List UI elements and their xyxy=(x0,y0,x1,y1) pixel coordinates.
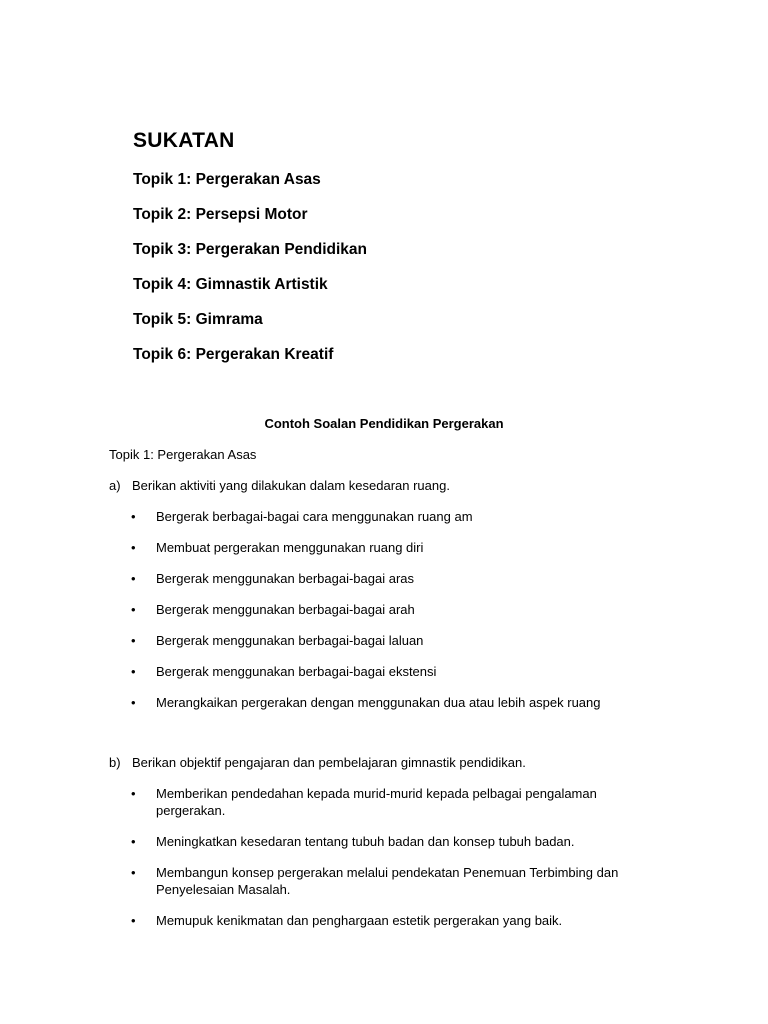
list-item-text: Bergerak menggunakan berbagai-bagai laluan xyxy=(156,633,424,648)
section-topic-heading: Topik 1: Pergerakan Asas xyxy=(109,447,257,462)
list-item-text: Meningkatkan kesedaran tentang tubuh badan dan konsep tubuh badan. xyxy=(156,834,575,849)
list-item xyxy=(131,833,636,850)
list-item-text: Bergerak berbagai-bagai cara menggunakan ruang am xyxy=(156,509,473,524)
answer-list-b xyxy=(131,785,636,943)
syllabus-topic-list xyxy=(133,170,367,380)
section-title-text: Contoh Soalan Pendidikan Pergerakan xyxy=(264,416,504,431)
question-a xyxy=(109,478,450,493)
syllabus-topic-1: Topik 1: Pergerakan Asas xyxy=(133,171,321,188)
list-item xyxy=(131,539,636,570)
syllabus-topic-4: Topik 4: Gimnastik Artistik xyxy=(133,276,328,293)
list-item xyxy=(131,694,636,725)
list-item-text: Membuat pergerakan menggunakan ruang diri xyxy=(156,540,424,555)
list-item xyxy=(131,663,636,694)
bullet-icon: • xyxy=(131,509,136,524)
syllabus-topic-3: Topik 3: Pergerakan Pendidikan xyxy=(133,241,368,258)
section-title xyxy=(0,416,768,431)
list-item-text: Merangkaikan pergerakan dengan menggunakan dua atau lebih aspek ruang xyxy=(156,695,601,710)
bullet-icon: • xyxy=(131,571,136,586)
question-letter: b) xyxy=(109,755,121,770)
list-item-text: Memupuk kenikmatan dan penghargaan estetik pergerakan yang baik. xyxy=(156,913,563,928)
list-item-text: Memberikan pendedahan kepada murid-murid kepada pelbagai pengalaman pergerakan. xyxy=(156,786,597,818)
bullet-icon: • xyxy=(131,602,136,617)
list-item xyxy=(131,864,636,898)
list-item-text: Bergerak menggunakan berbagai-bagai ekstensi xyxy=(156,664,437,679)
list-item-text: Bergerak menggunakan berbagai-bagai arah xyxy=(156,602,415,617)
syllabus-topic-6: Topik 6: Pergerakan Kreatif xyxy=(133,346,334,363)
bullet-icon: • xyxy=(131,664,136,679)
list-item-text: Bergerak menggunakan berbagai-bagai aras xyxy=(156,571,415,586)
list-item xyxy=(131,785,636,819)
question-text: Berikan aktiviti yang dilakukan dalam kesedaran ruang. xyxy=(132,478,450,493)
list-item xyxy=(131,508,636,539)
syllabus-topic-2: Topik 2: Persepsi Motor xyxy=(133,206,308,223)
bullet-icon: • xyxy=(131,786,136,801)
list-item xyxy=(131,601,636,632)
bullet-icon: • xyxy=(131,540,136,555)
question-b xyxy=(109,755,526,770)
syllabus-topic-5: Topik 5: Gimrama xyxy=(133,311,263,328)
question-letter: a) xyxy=(109,478,121,493)
bullet-icon: • xyxy=(131,633,136,648)
list-item xyxy=(131,912,636,929)
list-item xyxy=(131,570,636,601)
question-text: Berikan objektif pengajaran dan pembelajaran gimnastik pendidikan. xyxy=(132,755,526,770)
bullet-icon: • xyxy=(131,834,136,849)
bullet-icon: • xyxy=(131,865,136,880)
list-item-text: Membangun konsep pergerakan melalui pendekatan Penemuan Terbimbing dan Penyelesaian Masalah. xyxy=(156,865,619,897)
list-item xyxy=(131,632,636,663)
bullet-icon: • xyxy=(131,913,136,928)
bullet-icon: • xyxy=(131,695,136,710)
syllabus-title: SUKATAN xyxy=(133,129,235,152)
answer-list-a xyxy=(131,508,636,725)
